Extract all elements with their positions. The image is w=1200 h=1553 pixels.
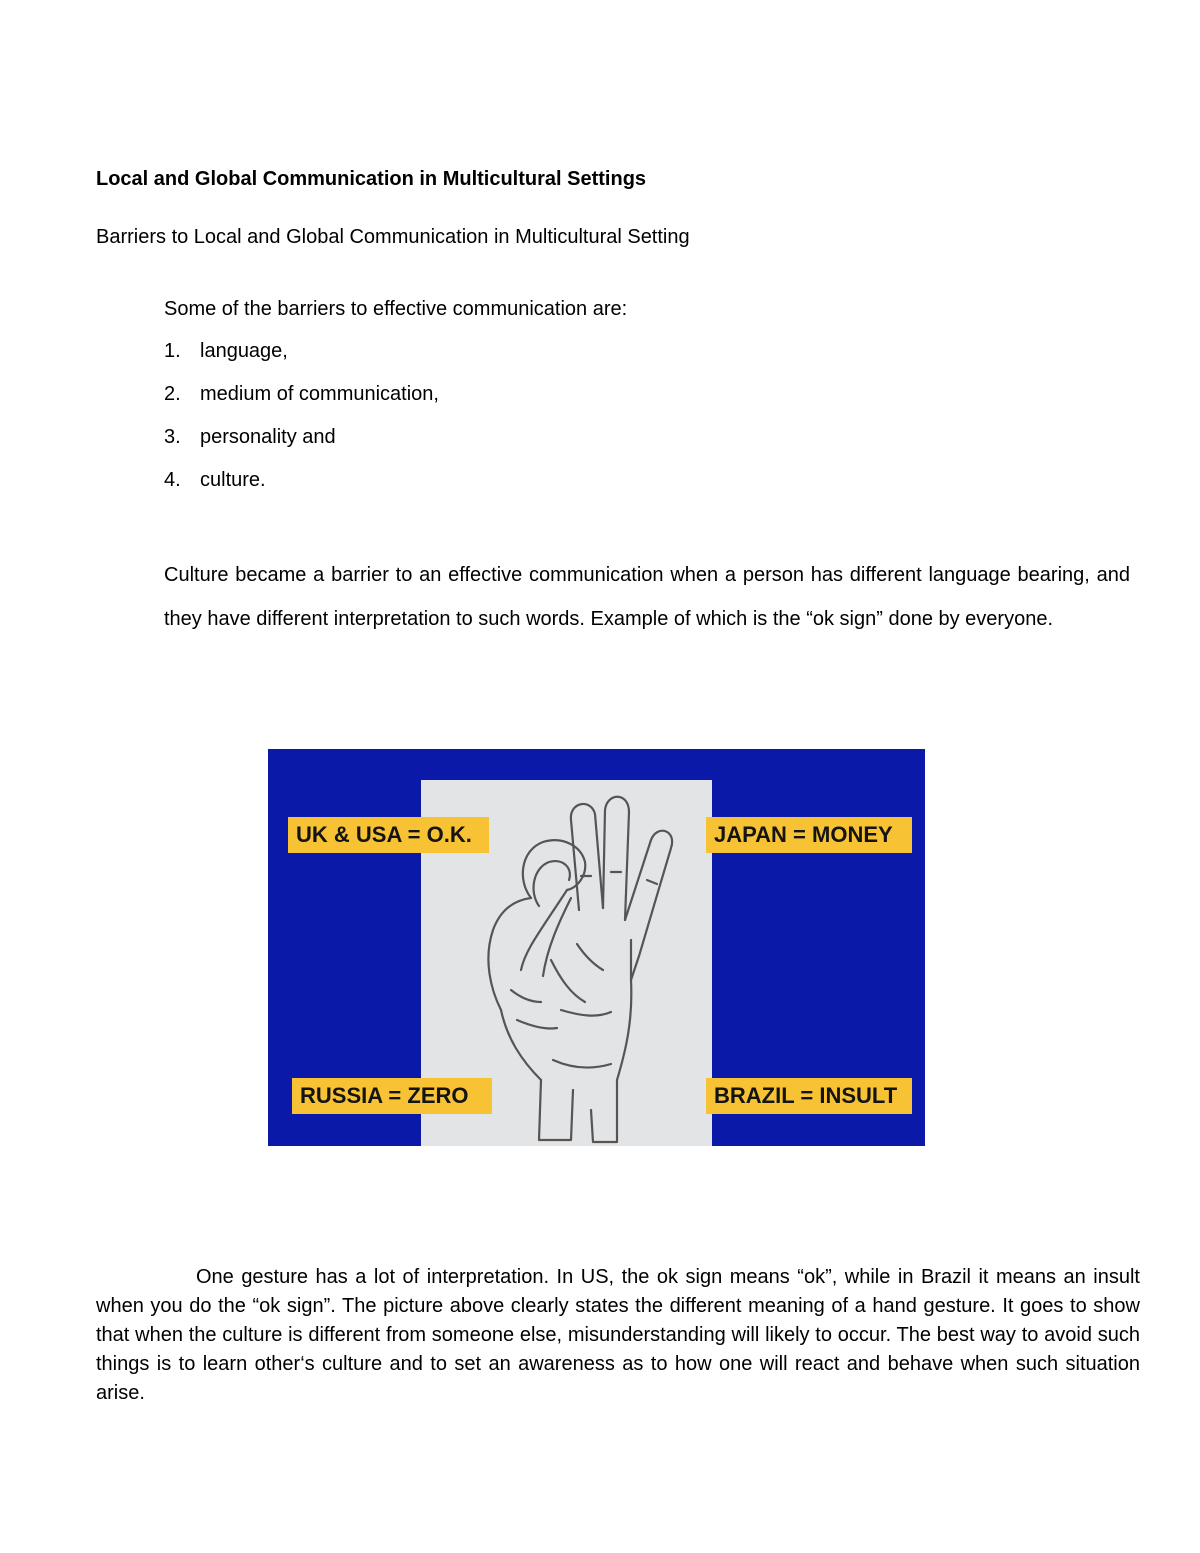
uk-usa-label: UK & USA = O.K. xyxy=(288,817,489,853)
list-text: language, xyxy=(200,340,288,362)
list-number: 2. xyxy=(164,383,181,405)
list-number: 1. xyxy=(164,340,181,362)
list-item xyxy=(164,426,439,469)
document-title: Local and Global Communication in Multicultural Settings xyxy=(96,168,647,190)
barriers-intro: Some of the barriers to effective communication are: xyxy=(164,298,628,320)
japan-label: JAPAN = MONEY xyxy=(706,817,912,853)
list-number: 3. xyxy=(164,426,181,448)
section-subtitle: Barriers to Local and Global Communication in Multicultural Setting xyxy=(96,226,690,248)
russia-label: RUSSIA = ZERO xyxy=(292,1078,492,1114)
list-item xyxy=(164,340,439,383)
gesture-paragraph: One gesture has a lot of interpretation. In US, the ok sign means “ok”, while in Brazil it means an insult when you do the “ok sign”. The picture above clearly states the different meaning of a hand gesture. It goes to show that when the culture is different from someone else, misunderstanding will likely to occur. The best way to avoid such things is to learn other‘s culture and to set an awareness as to how one will react and behave when such situation arise. xyxy=(96,1266,1140,1404)
brazil-label: BRAZIL = INSULT xyxy=(706,1078,912,1114)
ok-sign-figure xyxy=(268,749,925,1146)
culture-paragraph: Culture became a barrier to an effective communication when a person has different language bearing, and they have different interpretation to such words. Example of which is the “ok sign” done by everyone. xyxy=(164,564,1130,630)
list-text: culture. xyxy=(200,469,266,491)
barriers-list xyxy=(164,340,439,512)
list-number: 4. xyxy=(164,469,181,491)
list-item xyxy=(164,469,439,512)
list-item xyxy=(164,383,439,426)
list-text: personality and xyxy=(200,426,336,448)
list-text: medium of communication, xyxy=(200,383,439,405)
